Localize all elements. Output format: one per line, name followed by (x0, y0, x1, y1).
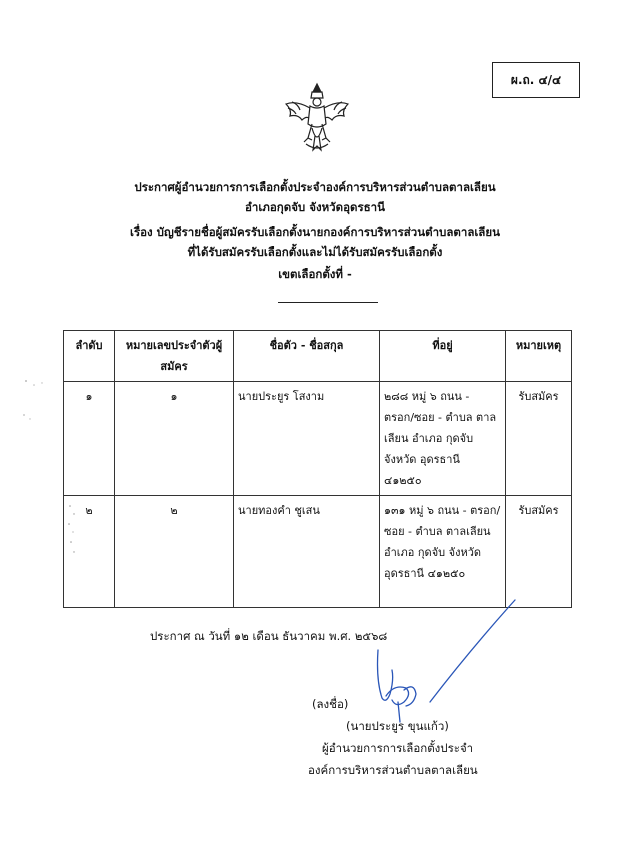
signature-label: (ลงชื่อ) (312, 697, 349, 711)
cell-remark: รับสมัคร (506, 382, 572, 496)
scan-speckle (66, 500, 78, 560)
heading-line-5: เขตเลือกตั้งที่ - (278, 267, 352, 281)
heading-line-4: ที่ได้รับสมัครรับเลือกตั้งและไม่ได้รับสมัครรับเลือกตั้ง (187, 245, 443, 259)
cell-order: ๒ (64, 496, 115, 608)
cell-address: ๒๘๘ หมู่ ๖ ถนน - ตรอก/ซอย - ตำบล ตาลเลียน อำเภอ กุดจับ จังหวัด อุดรธานี ๔๑๒๕๐ (380, 382, 506, 496)
header-order: ลำดับ (64, 331, 115, 382)
header-address: ที่อยู่ (380, 331, 506, 382)
cell-address: ๑๓๑ หมู่ ๖ ถนน - ตรอก/ซอย - ตำบล ตาลเลียน อำเภอ กุดจับ จังหวัด อุดรธานี ๔๑๒๕๐ (380, 496, 506, 608)
header-candidate-number: หมายเลขประจำตัวผู้สมัคร (115, 331, 234, 382)
signer-position-line-1: ผู้อำนวยการการเลือกตั้งประจำ (322, 741, 474, 755)
announcement-date: ประกาศ ณ วันที่ ๑๒ เดือน ธันวาคม พ.ศ. ๒๕๖๘ (150, 629, 388, 643)
heading-divider (278, 302, 378, 303)
cell-remark: รับสมัคร (506, 496, 572, 608)
table-header-row (64, 331, 572, 382)
garuda-emblem-icon (282, 80, 352, 154)
cell-name: นายทองคำ ชูเสน (234, 496, 380, 608)
handwritten-signature (360, 590, 520, 730)
header-name: ชื่อตัว - ชื่อสกุล (234, 331, 380, 382)
candidate-table (63, 330, 572, 608)
scan-speckle (20, 375, 50, 425)
cell-order: ๑ (64, 382, 115, 496)
form-code-box: ผ.ถ. ๔/๔ (492, 62, 580, 98)
header-remark: หมายเหตุ (506, 331, 572, 382)
signer-name: (นายประยูร ขุนแก้ว) (346, 719, 449, 733)
heading-line-2: อำเภอกุดจับ จังหวัดอุดรธานี (244, 200, 385, 214)
cell-candidate-number: ๑ (115, 382, 234, 496)
heading-line-3: เรื่อง บัญชีรายชื่อผู้สมัครรับเลือกตั้งนายกองค์การบริหารส่วนตำบลตาลเลียน (130, 225, 500, 239)
cell-candidate-number: ๒ (115, 496, 234, 608)
heading-line-1: ประกาศผู้อำนวยการการเลือกตั้งประจำองค์การบริหารส่วนตำบลตาลเลียน (134, 180, 496, 194)
signer-position-line-2: องค์การบริหารส่วนตำบลตาลเลียน (308, 763, 478, 777)
cell-name: นายประยูร โสงาม (234, 382, 380, 496)
table-row (64, 382, 572, 496)
